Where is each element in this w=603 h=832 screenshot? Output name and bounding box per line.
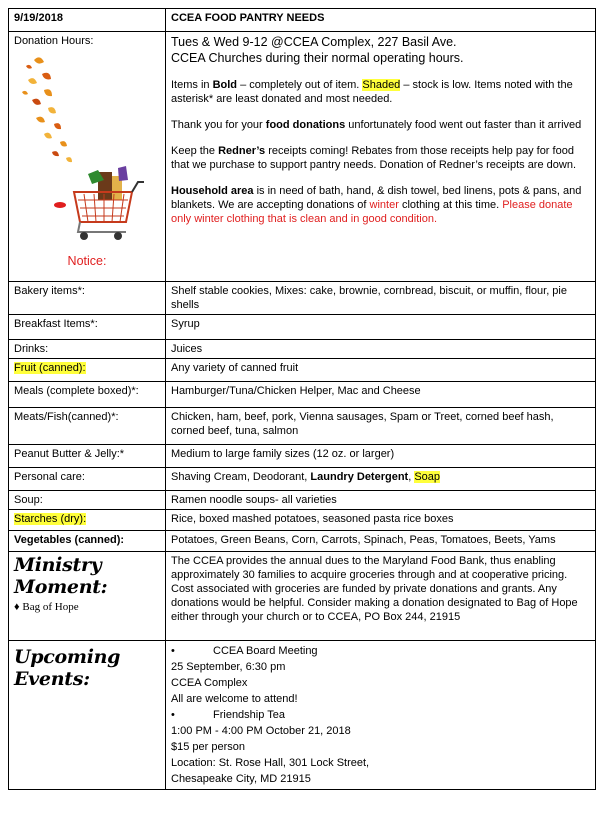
event-price: $15 per person bbox=[171, 741, 245, 753]
table-row bbox=[9, 468, 596, 491]
pantry-table bbox=[8, 8, 596, 790]
item-label: Breakfast Items*: bbox=[9, 315, 166, 340]
donation-label-cell bbox=[9, 32, 166, 282]
item-label: Bakery items*: bbox=[9, 282, 166, 315]
item-value: Any variety of canned fruit bbox=[166, 359, 596, 382]
item-label: Meats/Fish(canned)*: bbox=[9, 408, 166, 445]
thank-you-paragraph: Thank you for your food donations unfortunately food went out faster than it arrived bbox=[171, 119, 582, 131]
notice-label: Notice: bbox=[67, 254, 107, 268]
item-value: Chicken, ham, beef, pork, Vienna sausages, Spam or Treet, corned beef hash, corned beef, tuna, salmon bbox=[166, 408, 596, 445]
item-label: Fruit (canned): bbox=[9, 359, 166, 382]
item-label: Peanut Butter & Jelly:* bbox=[9, 445, 166, 468]
item-value: Shaving Cream, Deodorant, Laundry Detergent, Soap bbox=[166, 468, 596, 491]
event-city: Chesapeake City, MD 21915 bbox=[171, 773, 311, 785]
event-place: CCEA Complex bbox=[171, 677, 248, 689]
table-row bbox=[9, 408, 596, 445]
table-row bbox=[9, 315, 596, 340]
table-row bbox=[9, 510, 596, 531]
redners-paragraph: Keep the Redner’s receipts coming! Rebates from those receipts help pay for food that we purchase to support pantry needs. Donation of Redner’s receipts are down. bbox=[171, 145, 577, 171]
item-value: Potatoes, Green Beans, Corn, Carrots, Spinach, Peas, Tomatoes, Beets, Yams bbox=[166, 531, 596, 552]
event-note: All are welcome to attend! bbox=[171, 693, 298, 705]
household-paragraph: Household area is in need of bath, hand, & dish towel, bed linens, pots & pans, and blankets. We are accepting donations of winter clothing at this time. Please donate only winter clothing that is clean and in good condition. bbox=[171, 185, 582, 225]
header-row bbox=[9, 9, 596, 32]
ministry-label-cell bbox=[9, 552, 166, 641]
item-value: Syrup bbox=[166, 315, 596, 340]
legend-paragraph: Items in Bold – completely out of item. Shaded – stock is low. Items noted with the asterisk* are least donated and most needed. bbox=[171, 79, 573, 105]
donation-info-cell bbox=[166, 32, 596, 282]
ministry-heading-line-2: Moment: bbox=[14, 576, 108, 598]
item-value: Shelf stable cookies, Mixes: cake, brownie, cornbread, biscuit, or muffin, flour, pie shells bbox=[166, 282, 596, 315]
event-date: 25 September, 6:30 pm bbox=[171, 661, 286, 673]
hours-line-1: Tues & Wed 9-12 @CCEA Complex, 227 Basil Ave. bbox=[171, 35, 457, 49]
item-value: Medium to large family sizes (12 oz. or larger) bbox=[166, 445, 596, 468]
events-heading-line-1: Upcoming bbox=[14, 646, 121, 668]
item-label: Personal care: bbox=[9, 468, 166, 491]
falling-leaves-icon bbox=[14, 50, 154, 250]
table-row bbox=[9, 445, 596, 468]
events-label-cell bbox=[9, 641, 166, 790]
table-row bbox=[9, 382, 596, 408]
table-row bbox=[9, 531, 596, 552]
date-cell: 9/19/2018 bbox=[9, 9, 166, 32]
item-value: Hamburger/Tuna/Chicken Helper, Mac and Cheese bbox=[166, 382, 596, 408]
list-item: • Friendship Tea bbox=[171, 709, 285, 721]
table-row bbox=[9, 282, 596, 315]
item-label: Soup: bbox=[9, 491, 166, 510]
item-label: Starches (dry): bbox=[9, 510, 166, 531]
hours-line-2: CCEA Churches during their normal operating hours. bbox=[171, 51, 464, 65]
table-row bbox=[9, 359, 596, 382]
item-label: Vegetables (canned): bbox=[9, 531, 166, 552]
ministry-row bbox=[9, 552, 596, 641]
ministry-text: The CCEA provides the annual dues to the Maryland Food Bank, thus enabling approximately 30 families to acquire groceries through and at cooperative pricing. Cost associated with groceries are funded by private donations and grants. Any donations would be helpful. Consider making a donation designated to Bag of Hope either through your church or to CCEA, PO Box 244, 21915 bbox=[166, 552, 596, 641]
event-time: 1:00 PM - 4:00 PM October 21, 2018 bbox=[171, 725, 351, 737]
grocery-cart-icon bbox=[54, 166, 144, 240]
donation-row bbox=[9, 32, 596, 282]
table-row bbox=[9, 491, 596, 510]
ministry-heading-line-1: Ministry bbox=[14, 554, 102, 576]
item-value: Rice, boxed mashed potatoes, seasoned pasta rice boxes bbox=[166, 510, 596, 531]
item-value: Ramen noodle soups- all varieties bbox=[166, 491, 596, 510]
list-item: • CCEA Board Meeting bbox=[171, 645, 318, 657]
events-list bbox=[166, 641, 596, 790]
bag-of-hope-bullet: ♦ Bag of Hope bbox=[14, 601, 79, 613]
events-heading-line-2: Events: bbox=[14, 668, 90, 690]
event-location: Location: St. Rose Hall, 301 Lock Street, bbox=[171, 757, 370, 769]
events-row bbox=[9, 641, 596, 790]
table-row bbox=[9, 340, 596, 359]
page-title: CCEA FOOD PANTRY NEEDS bbox=[166, 9, 596, 32]
item-label: Drinks: bbox=[9, 340, 166, 359]
donation-hours-label: Donation Hours: bbox=[14, 35, 94, 47]
item-label: Meals (complete boxed)*: bbox=[9, 382, 166, 408]
item-value: Juices bbox=[166, 340, 596, 359]
